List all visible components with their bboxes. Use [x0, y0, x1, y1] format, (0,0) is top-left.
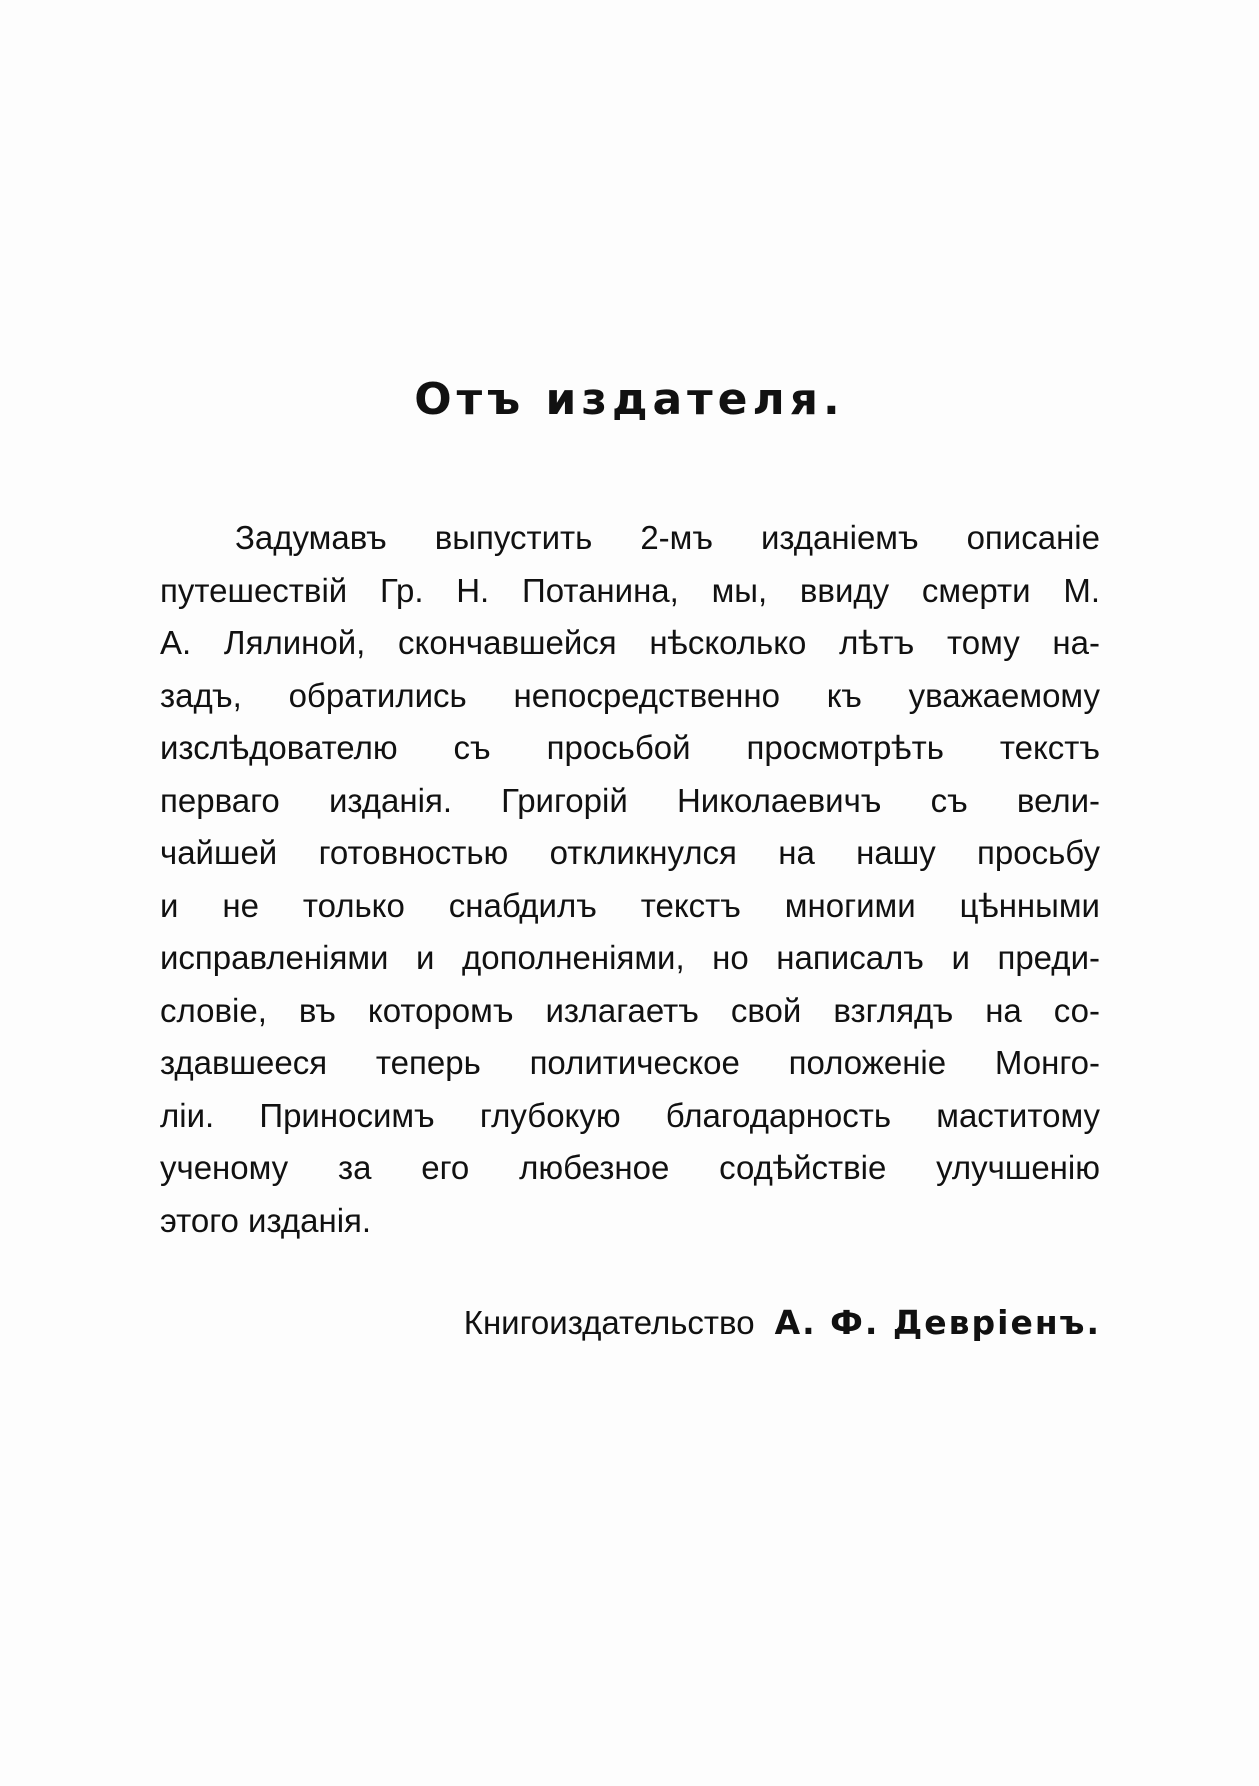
body-line: задъ, обратились непосредственно къ уважаемому [160, 676, 1100, 714]
body-line: перваго изданія. Григорій Николаевичъ съ вели- [160, 781, 1100, 819]
body-line: чайшей готовностью откликнулся на нашу просьбу [160, 834, 1100, 871]
body-line: словіе, въ которомъ излагаетъ свой взглядъ на со- [160, 991, 1100, 1029]
body-line: изслѣдователю съ просьбой просмотрѣть текстъ [160, 729, 1100, 766]
publisher-signature [464, 1297, 1101, 1349]
body-line: исправленіями и дополненіями, но написалъ и преди- [160, 939, 1100, 976]
body-line: Задумавъ выпустить 2-мъ изданіемъ описаніе [235, 519, 1100, 556]
publisher-name: А. Ф. Девріенъ. [774, 1303, 1101, 1342]
page-title: Отъ издателя. [414, 374, 845, 425]
preface-body [160, 512, 1100, 1247]
body-line: здавшееся теперь политическое положеніе Монго- [160, 1044, 1100, 1081]
body-line: А. Лялиной, скончавшейся нѣсколько лѣтъ тому на- [160, 624, 1100, 661]
body-line: этого изданія. [160, 1201, 372, 1239]
signature-prefix: Книгоиздательство [463, 1304, 755, 1341]
body-line: и не только снабдилъ текстъ многими цѣнными [160, 886, 1100, 924]
body-line: путешествій Гр. Н. Потанина, мы, ввиду смерти М. [160, 571, 1100, 609]
body-line: ученому за его любезное содѣйствіе улучшенію [160, 1149, 1100, 1186]
body-line: ліи. Приносимъ глубокую благодарность маститому [160, 1096, 1100, 1134]
